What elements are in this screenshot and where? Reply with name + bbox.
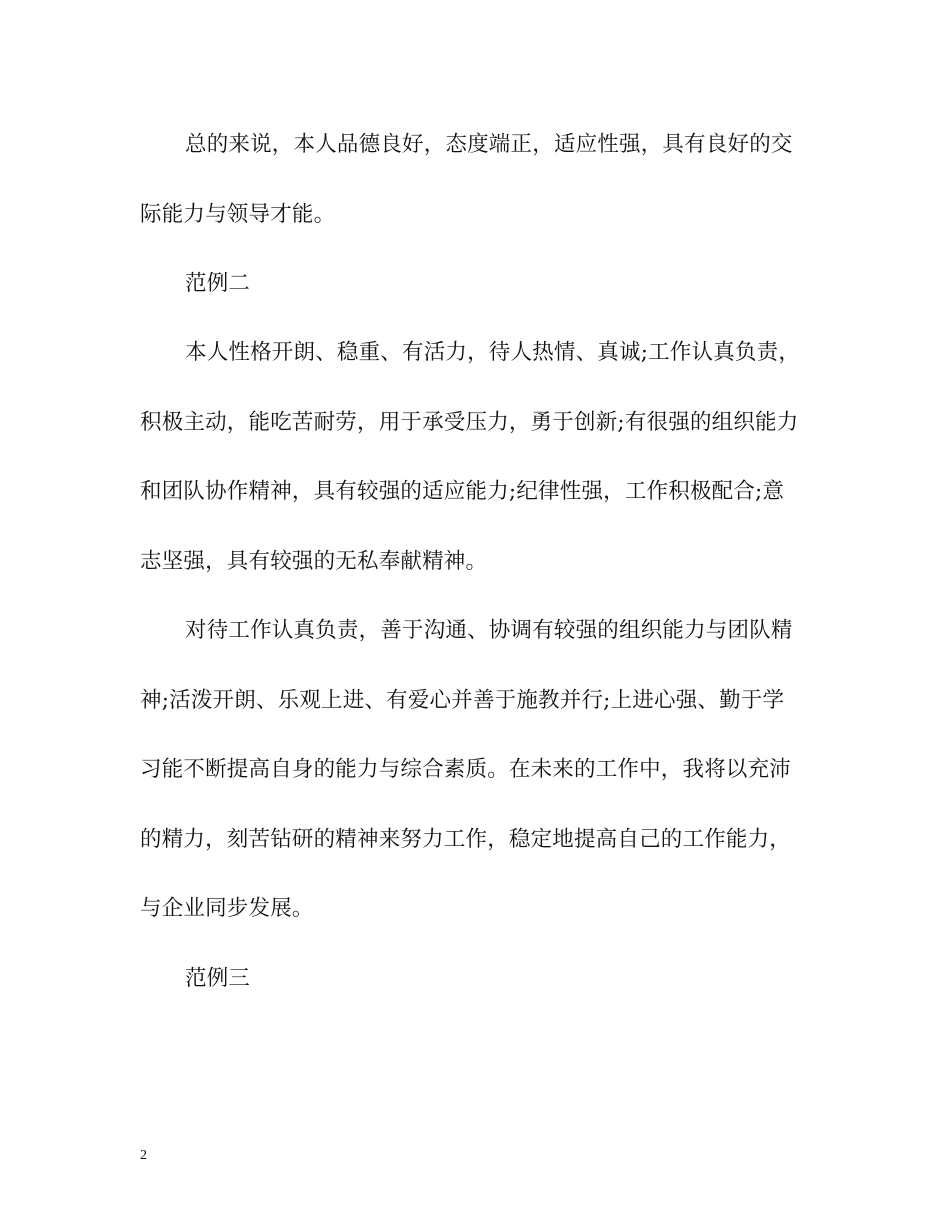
paragraph-personality (140, 318, 805, 596)
section-heading-example-2 (140, 249, 805, 319)
paragraph-line: 总的来说，本人品德良好，态度端正，适应性强，具有良好的交 (185, 132, 793, 157)
paragraph-line: 神;活泼开朗、乐观上进、有爱心并善于施教并行;上进心强、勤于学 (140, 687, 785, 713)
paragraph-line: 积极主动，能吃苦耐劳，用于承受压力，勇于创新;有很强的组织能力 (140, 409, 799, 435)
paragraph-line: 志坚强，具有较强的无私奉献精神。 (140, 548, 488, 574)
heading-line: 范例二 (185, 271, 251, 296)
paragraph-line: 的精力，刻苦钻研的精神来努力工作，稳定地提高自己的工作能力， (140, 826, 792, 852)
paragraph-work-attitude (140, 596, 805, 944)
section-heading-example-3 (140, 944, 805, 1014)
paragraph-line: 本人性格开朗、稳重、有活力，待人热情、真诚;工作认真负责， (185, 340, 801, 365)
paragraph-line: 与企业同步发展。 (140, 896, 314, 921)
heading-line: 范例三 (185, 966, 251, 991)
paragraph-line: 对待工作认真负责，善于沟通、协调有较强的组织能力与团队精 (185, 618, 793, 643)
paragraph-line: 习能不断提高自身的能力与综合素质。在未来的工作中，我将以充沛 (140, 757, 792, 782)
page-number: 2 (140, 1148, 147, 1163)
paragraph-line: 和团队协作精神，具有较强的适应能力;纪律性强，工作积极配合;意 (140, 479, 785, 504)
paragraph-summary (140, 110, 805, 249)
paragraph-line: 际能力与领导才能。 (140, 201, 336, 227)
